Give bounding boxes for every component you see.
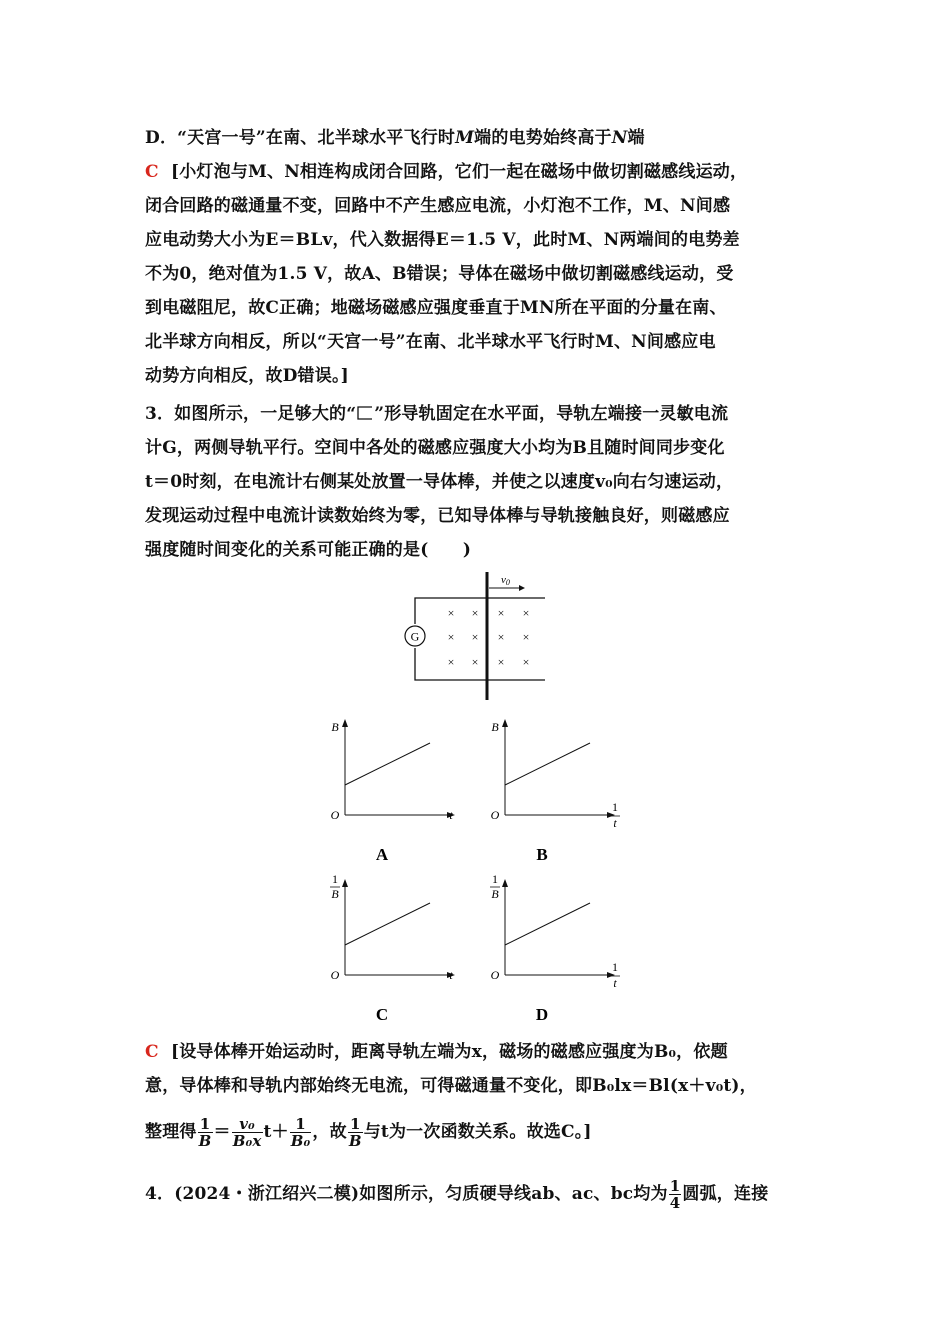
option-d-suffix: 端 xyxy=(627,128,645,148)
frac-den: B₀ xyxy=(290,1132,311,1150)
y-label-numerator: 1 xyxy=(332,872,338,886)
question4-text-1a: 4．(2024・浙江绍兴二模)如图所示，匀质硬导线ab、ac、bc均为 xyxy=(145,1184,668,1204)
origin-label: O xyxy=(490,808,500,822)
velocity-label xyxy=(501,574,510,587)
field-mark: × xyxy=(497,606,505,620)
galvanometer-label: G xyxy=(410,629,420,644)
y-axis-arrow xyxy=(502,719,508,727)
velocity-symbol: v xyxy=(501,574,506,586)
frac-num: 1 xyxy=(198,1116,213,1133)
graph-line xyxy=(345,903,430,945)
graph-line xyxy=(505,743,590,785)
y-axis-arrow xyxy=(342,719,348,727)
option-d-m: M xyxy=(455,128,475,148)
velocity-subscript: 0 xyxy=(505,578,510,587)
frac-den: 4 xyxy=(669,1194,681,1212)
graph-line xyxy=(345,743,430,785)
origin-label: O xyxy=(330,808,340,822)
field-mark: × xyxy=(471,655,479,669)
answer2-line1 xyxy=(145,160,815,184)
answer2-letter: C xyxy=(145,162,159,182)
graph-option-label: A xyxy=(375,845,389,864)
frac-den: B xyxy=(198,1132,212,1150)
field-mark: × xyxy=(471,630,479,644)
fraction-1-over-b xyxy=(198,1116,213,1149)
option-d xyxy=(145,126,815,150)
origin-label: O xyxy=(490,968,500,982)
option-d-middle: 端的电势始终高于 xyxy=(474,128,612,148)
field-mark: × xyxy=(522,655,530,669)
answer3-text-3a: 整理得 xyxy=(145,1122,197,1142)
y-axis-label: B xyxy=(491,720,499,734)
graphs-figure xyxy=(300,705,660,1035)
question3-line2: 计G，两侧导轨平行。空间中各处的磁感应强度大小均为B且随时间同步变化 xyxy=(145,438,725,458)
fraction-one-quarter xyxy=(669,1178,682,1211)
question3-text-1b: ”形导轨固定在水平面，导轨左端接一灵敏电流 xyxy=(374,404,729,424)
y-axis-arrow xyxy=(342,879,348,887)
field-mark: × xyxy=(471,606,479,620)
answer3-text-3c: 与t为一次函数关系。故选C。] xyxy=(363,1122,592,1142)
question3-line1 xyxy=(145,402,815,426)
graph-option-label: D xyxy=(535,1005,549,1024)
option-d-prefix: D．“天宫一号”在南、北半球水平飞行时 xyxy=(145,128,456,148)
field-mark: × xyxy=(497,630,505,644)
x-label-numerator: 1 xyxy=(612,960,618,974)
y-axis-label: B xyxy=(331,720,339,734)
graph-option-label: C xyxy=(375,1005,389,1024)
y-label-denominator: B xyxy=(491,887,499,901)
origin-label: O xyxy=(330,968,340,982)
answer3-letter: C xyxy=(145,1042,159,1062)
answer3-line3 xyxy=(145,1114,815,1150)
question3-text-1a: 3．如图所示，一足够大的“ xyxy=(145,404,357,424)
answer3-line1 xyxy=(145,1040,815,1064)
answer2-line2: 闭合回路的磁通量不变，回路中不产生感应电流，小灯泡不工作，M、N间感 xyxy=(145,196,731,216)
circuit-figure xyxy=(395,568,555,703)
answer2-line4: 不为0，绝对值为1.5 V，故A、B错误；导体在磁场中做切割磁感线运动，受 xyxy=(145,264,734,284)
question4-line1 xyxy=(145,1176,815,1212)
equals-sign: ＝ xyxy=(213,1122,231,1142)
field-mark: × xyxy=(522,630,530,644)
x-label-denominator: t xyxy=(613,816,617,830)
answer3-text-3b: ，故 xyxy=(312,1122,347,1142)
question3-line4: 发现运动过程中电流计读数始终为零，已知导体棒与导轨接触良好，则磁感应 xyxy=(145,506,730,526)
field-mark: × xyxy=(447,606,455,620)
fraction-v0-over-b0x xyxy=(232,1116,263,1149)
question3-line5: 强度随时间变化的关系可能正确的是( ) xyxy=(145,540,472,560)
field-mark: × xyxy=(497,655,505,669)
velocity-arrowhead xyxy=(519,585,525,591)
t-plus: t＋ xyxy=(263,1122,289,1142)
field-mark: × xyxy=(522,606,530,620)
x-axis-label: t xyxy=(449,968,453,982)
option-d-n: N xyxy=(611,128,628,148)
frac-num: 1 xyxy=(290,1116,312,1133)
question3-line3: t＝0时刻，在电流计右侧某处放置一导体棒，并使之以速度v₀向右匀速运动， xyxy=(145,472,734,492)
frac-den: B₀x xyxy=(232,1132,262,1150)
answer2-line3: 应电动势大小为E＝BLv，代入数据得E＝1.5 V，此时M、N两端间的电势差 xyxy=(145,230,740,250)
frac-den: B xyxy=(348,1132,362,1150)
answer2-text-1: [小灯泡与M、N相连构成闭合回路，它们一起在磁场中做切割磁感线运动， xyxy=(170,162,748,182)
y-label-numerator: 1 xyxy=(492,872,498,886)
frac-num: v₀ xyxy=(232,1116,263,1133)
graph-line xyxy=(505,903,590,945)
y-axis-arrow xyxy=(502,879,508,887)
x-axis-label: t xyxy=(449,808,453,822)
question4-text-1b: 圆弧，连接 xyxy=(682,1184,769,1204)
answer3-text-1: [设导体棒开始运动时，距离导轨左端为x，磁场的磁感应强度为B₀，依题 xyxy=(170,1042,728,1062)
fraction-1-over-b0 xyxy=(290,1116,312,1149)
answer2-line6: 北半球方向相反，所以“天宫一号”在南、北半球水平飞行时M、N间感应电 xyxy=(145,332,716,352)
x-label-denominator: t xyxy=(613,976,617,990)
fraction-1-over-b-2 xyxy=(348,1116,363,1149)
frac-num: 1 xyxy=(348,1116,363,1133)
y-label-denominator: B xyxy=(331,887,339,901)
frac-num: 1 xyxy=(669,1177,681,1195)
field-mark: × xyxy=(447,630,455,644)
answer2-line5: 到电磁阻尼，故C正确；地磁场磁感应强度垂直于MN所在平面的分量在南、 xyxy=(145,298,727,318)
answer3-line2: 意，导体棒和导轨内部始终无电流，可得磁通量不变化，即B₀lx＝Bl(x＋v₀t)， xyxy=(145,1076,757,1096)
answer2-line7: 动势方向相反，故D错误。] xyxy=(145,366,349,386)
field-mark: × xyxy=(447,655,455,669)
x-label-numerator: 1 xyxy=(612,800,618,814)
rail-shape-icon xyxy=(356,405,374,421)
graph-option-label: B xyxy=(536,845,548,864)
